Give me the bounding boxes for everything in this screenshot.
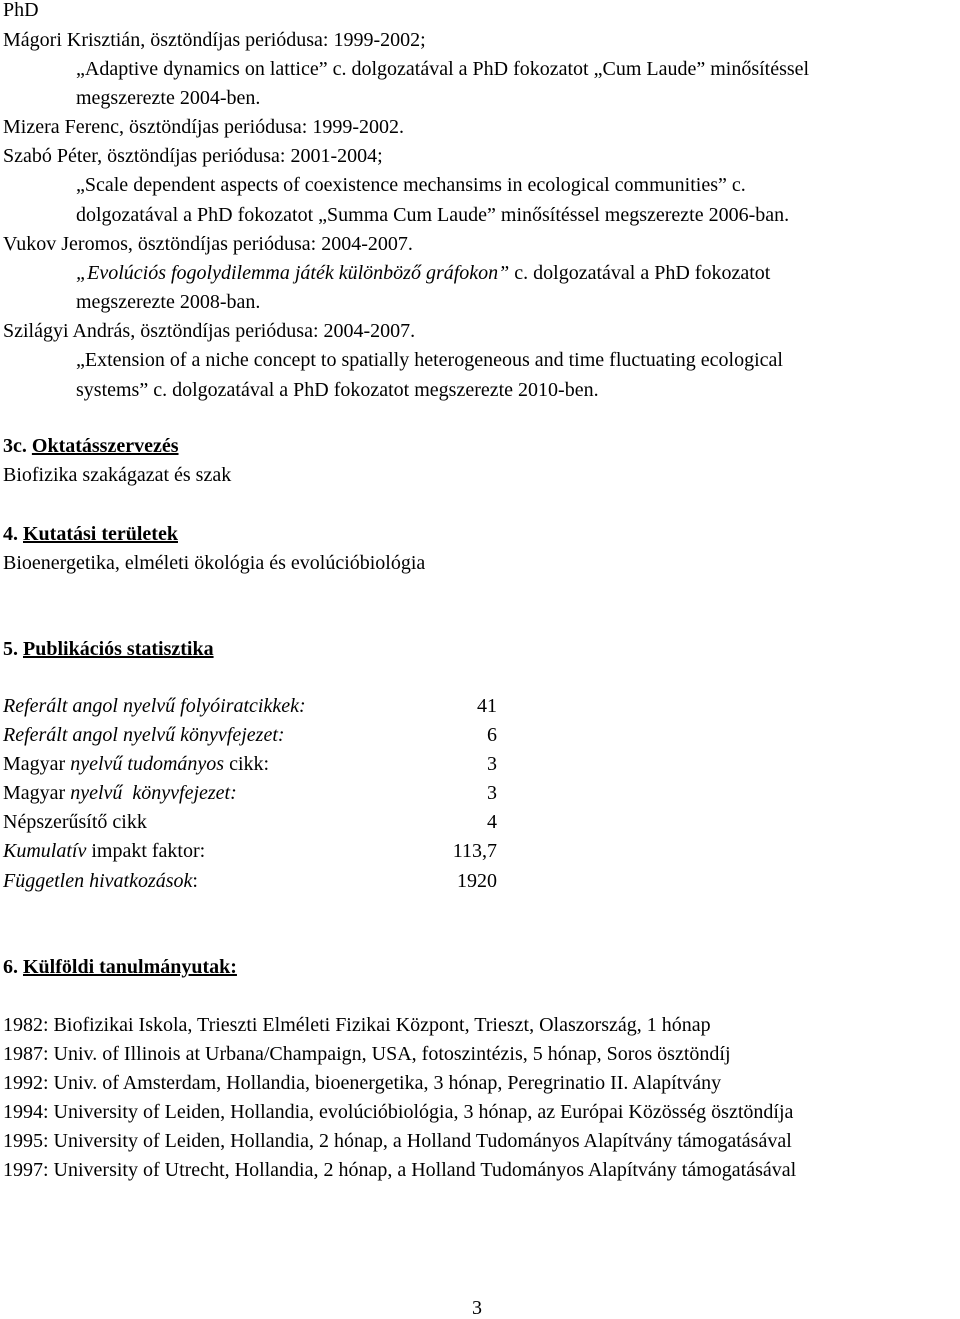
section-title: Kutatási területek [23,523,178,545]
stat-label-text: Referált angol nyelvű könyvfejezet: [3,724,285,746]
section-number: 4. [3,523,18,545]
phd-line: megszerezte 2004-ben. [76,87,261,109]
thesis-title: „Evolúciós fogolydilemma játék különböző gráfokon” [76,262,510,284]
stat-label-text: Népszerűsítő cikk [3,811,147,833]
stat-label [3,812,147,832]
thesis-suffix: c. dolgozatával a PhD fokozatot [509,262,771,284]
stat-value: 113,7 [452,840,497,862]
page-number: 3 [472,1297,482,1319]
section-number: 6. [3,956,18,978]
stat-value: 4 [487,811,497,833]
stat-label [3,841,205,861]
phd-line: „Extension of a niche concept to spatially heterogeneous and time fluctuating ecological [76,349,783,371]
list-item: 1992: Univ. of Amsterdam, Hollandia, bioenergetika, 3 hónap, Peregrinatio II. Alapítvány [3,1072,722,1094]
phd-line [76,263,770,283]
stat-label-text: cikk: [224,753,270,775]
phd-line: dolgozatával a PhD fokozatot „Summa Cum Laude” minősítéssel megszerezte 2006-ban. [76,204,790,226]
stat-label-italic: Kumulatív [3,840,87,862]
phd-line: „Adaptive dynamics on lattice” c. dolgozatával a PhD fokozatot „Cum Laude” minősítéssel [76,58,810,80]
list-item: 1994: University of Leiden, Hollandia, evolúcióbiológia, 3 hónap, az Európai Közösség ösztöndíja [3,1101,794,1123]
phd-heading: PhD [3,0,39,21]
stat-value: 6 [487,724,497,746]
list-item: 1982: Biofizikai Iskola, Trieszti Elméleti Fizikai Központ, Trieszt, Olaszország, 1 hónap [3,1014,711,1036]
stat-label [3,754,269,774]
phd-line: Mágori Krisztián, ösztöndíjas periódusa: 1999-2002; [3,29,426,51]
stat-label-text: : [192,870,198,892]
phd-line: Szabó Péter, ösztöndíjas periódusa: 2001-2004; [3,145,383,167]
stat-label [3,783,237,803]
stat-label-italic: Független hivatkozások [3,870,193,892]
stat-label [3,725,285,745]
stat-label-italic: nyelvű könyvfejezet: [70,782,237,804]
stat-value: 3 [487,782,497,804]
stat-value: 1920 [457,870,497,892]
stat-label [3,696,306,716]
section-title: Oktatásszervezés [31,435,179,457]
list-item: 1997: University of Utrecht, Hollandia, 2 hónap, a Holland Tudományos Alapítvány támogatásával [3,1159,797,1181]
phd-line: „Scale dependent aspects of coexistence mechansims in ecological communities” c. [76,174,746,196]
list-item: 1987: Univ. of Illinois at Urbana/Champaign, USA, fotoszintézis, 5 hónap, Soros ösztöndíj [3,1043,731,1065]
section-number: 3c. [3,435,27,457]
stat-label [3,871,198,891]
section-title: Publikációs statisztika [23,638,214,660]
section-4-text: Bioenergetika, elméleti ökológia és evolúcióbiológia [3,552,426,574]
section-6-heading [3,957,237,977]
stat-label-italic: nyelvű tudományos [70,753,225,775]
list-item: 1995: University of Leiden, Hollandia, 2 hónap, a Holland Tudományos Alapítvány támogatásával [3,1130,792,1152]
stat-label-text: Referált angol nyelvű folyóiratcikkek: [3,695,306,717]
stat-value: 3 [487,753,497,775]
stat-label-text: Magyar [3,753,71,775]
stat-label-text: Magyar [3,782,71,804]
section-number: 5. [3,638,18,660]
stat-label-text: impakt faktor: [86,840,206,862]
phd-line: systems” c. dolgozatával a PhD fokozatot megszerezte 2010-ben. [76,379,599,401]
phd-line: Mizera Ferenc, ösztöndíjas periódusa: 1999-2002. [3,116,405,138]
section-3c-text: Biofizika szakágazat és szak [3,464,232,486]
phd-line: megszerezte 2008-ban. [76,291,261,313]
section-4-heading [3,524,178,544]
phd-line: Vukov Jeromos, ösztöndíjas periódusa: 2004-2007. [3,233,413,255]
section-3c-heading [3,436,179,456]
section-title: Külföldi tanulmányutak: [23,956,237,978]
section-5-heading [3,639,214,659]
phd-line: Szilágyi András, ösztöndíjas periódusa: 2004-2007. [3,320,416,342]
stat-value: 41 [477,695,497,717]
